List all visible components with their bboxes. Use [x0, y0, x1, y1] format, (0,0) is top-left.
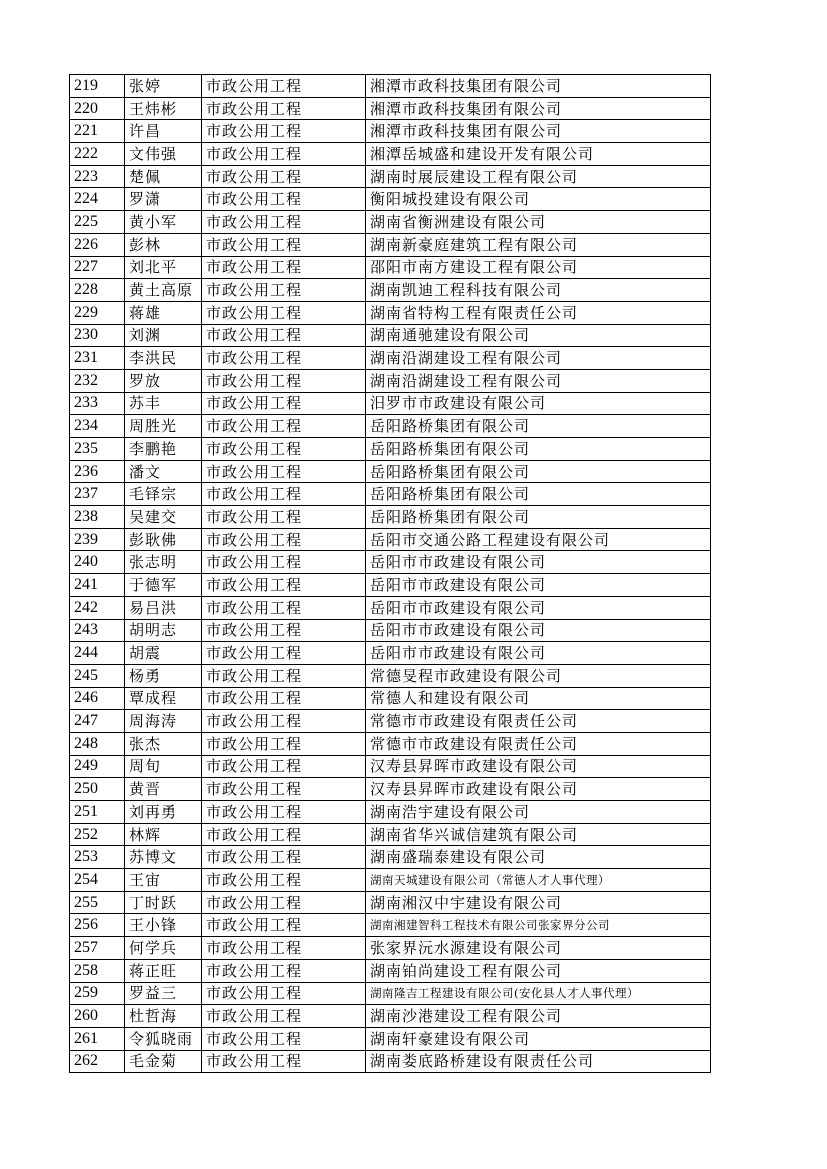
- row-number: 230: [70, 324, 125, 347]
- table-row: [70, 528, 711, 551]
- person-name: 黄小军: [125, 211, 202, 234]
- company-name: 湖南省衡洲建设有限公司: [366, 211, 711, 234]
- company-name: 汨罗市市政建设有限公司: [366, 392, 711, 415]
- table-row: [70, 301, 711, 324]
- row-number: 252: [70, 823, 125, 846]
- person-name: 毛铎宗: [125, 483, 202, 506]
- table-row: [70, 914, 711, 937]
- table-row: [70, 165, 711, 188]
- company-name: 湖南沿湖建设工程有限公司: [366, 347, 711, 370]
- person-name: 蒋正旺: [125, 959, 202, 982]
- row-number: 238: [70, 506, 125, 529]
- row-number: 254: [70, 869, 125, 892]
- company-name: 湖南湘建智科工程技术有限公司张家界分公司: [366, 914, 711, 937]
- company-name: 湘潭市政科技集团有限公司: [366, 97, 711, 120]
- table-row: [70, 75, 711, 98]
- specialty: 市政公用工程: [202, 823, 366, 846]
- specialty: 市政公用工程: [202, 279, 366, 302]
- specialty: 市政公用工程: [202, 415, 366, 438]
- specialty: 市政公用工程: [202, 324, 366, 347]
- personnel-table-body: [70, 75, 711, 1073]
- specialty: 市政公用工程: [202, 937, 366, 960]
- person-name: 王小锋: [125, 914, 202, 937]
- person-name: 易吕洪: [125, 596, 202, 619]
- row-number: 226: [70, 233, 125, 256]
- specialty: 市政公用工程: [202, 982, 366, 1005]
- company-name: 湖南省华兴诚信建筑有限公司: [366, 823, 711, 846]
- table-row: [70, 279, 711, 302]
- specialty: 市政公用工程: [202, 551, 366, 574]
- row-number: 251: [70, 801, 125, 824]
- table-row: [70, 211, 711, 234]
- person-name: 李洪民: [125, 347, 202, 370]
- company-name: 湖南沙港建设工程有限公司: [366, 1005, 711, 1028]
- company-name: 常德市市政建设有限责任公司: [366, 732, 711, 755]
- row-number: 242: [70, 596, 125, 619]
- company-name: 岳阳市交通公路工程建设有限公司: [366, 528, 711, 551]
- company-name: 湖南沿湖建设工程有限公司: [366, 369, 711, 392]
- table-row: [70, 664, 711, 687]
- person-name: 潘文: [125, 460, 202, 483]
- company-name: 湖南隆吉工程建设有限公司(安化县人才人事代理）: [366, 982, 711, 1005]
- specialty: 市政公用工程: [202, 778, 366, 801]
- specialty: 市政公用工程: [202, 1027, 366, 1050]
- company-name: 岳阳路桥集团有限公司: [366, 506, 711, 529]
- specialty: 市政公用工程: [202, 301, 366, 324]
- row-number: 261: [70, 1027, 125, 1050]
- table-row: [70, 869, 711, 892]
- table-row: [70, 438, 711, 461]
- table-row: [70, 256, 711, 279]
- person-name: 覃成程: [125, 687, 202, 710]
- company-name: 岳阳市市政建设有限公司: [366, 619, 711, 642]
- table-row: [70, 1005, 711, 1028]
- row-number: 262: [70, 1050, 125, 1073]
- specialty: 市政公用工程: [202, 1005, 366, 1028]
- table-row: [70, 483, 711, 506]
- specialty: 市政公用工程: [202, 528, 366, 551]
- person-name: 王宙: [125, 869, 202, 892]
- row-number: 235: [70, 438, 125, 461]
- specialty: 市政公用工程: [202, 438, 366, 461]
- row-number: 256: [70, 914, 125, 937]
- company-name: 常德市市政建设有限责任公司: [366, 710, 711, 733]
- row-number: 224: [70, 188, 125, 211]
- person-name: 刘再勇: [125, 801, 202, 824]
- table-row: [70, 415, 711, 438]
- table-row: [70, 143, 711, 166]
- specialty: 市政公用工程: [202, 869, 366, 892]
- specialty: 市政公用工程: [202, 574, 366, 597]
- specialty: 市政公用工程: [202, 392, 366, 415]
- specialty: 市政公用工程: [202, 188, 366, 211]
- person-name: 刘北平: [125, 256, 202, 279]
- person-name: 彭耿佛: [125, 528, 202, 551]
- specialty: 市政公用工程: [202, 143, 366, 166]
- person-name: 周旬: [125, 755, 202, 778]
- person-name: 文伟强: [125, 143, 202, 166]
- person-name: 黄晋: [125, 778, 202, 801]
- specialty: 市政公用工程: [202, 483, 366, 506]
- specialty: 市政公用工程: [202, 914, 366, 937]
- specialty: 市政公用工程: [202, 460, 366, 483]
- row-number: 237: [70, 483, 125, 506]
- table-row: [70, 755, 711, 778]
- row-number: 259: [70, 982, 125, 1005]
- specialty: 市政公用工程: [202, 710, 366, 733]
- row-number: 236: [70, 460, 125, 483]
- company-name: 湖南娄底路桥建设有限责任公司: [366, 1050, 711, 1073]
- company-name: 湖南盛瑞泰建设有限公司: [366, 846, 711, 869]
- company-name: 湘潭市政科技集团有限公司: [366, 120, 711, 143]
- person-name: 黄土高原: [125, 279, 202, 302]
- table-row: [70, 392, 711, 415]
- person-name: 林辉: [125, 823, 202, 846]
- specialty: 市政公用工程: [202, 642, 366, 665]
- personnel-table: [69, 74, 711, 1073]
- table-row: [70, 642, 711, 665]
- table-row: [70, 324, 711, 347]
- row-number: 231: [70, 347, 125, 370]
- specialty: 市政公用工程: [202, 664, 366, 687]
- company-name: 岳阳路桥集团有限公司: [366, 438, 711, 461]
- company-name: 张家界沅水源建设有限公司: [366, 937, 711, 960]
- row-number: 247: [70, 710, 125, 733]
- table-row: [70, 801, 711, 824]
- table-row: [70, 506, 711, 529]
- company-name: 湖南通驰建设有限公司: [366, 324, 711, 347]
- table-row: [70, 891, 711, 914]
- row-number: 257: [70, 937, 125, 960]
- table-row: [70, 710, 711, 733]
- company-name: 邵阳市南方建设工程有限公司: [366, 256, 711, 279]
- person-name: 刘渊: [125, 324, 202, 347]
- person-name: 苏博文: [125, 846, 202, 869]
- row-number: 240: [70, 551, 125, 574]
- person-name: 许昌: [125, 120, 202, 143]
- row-number: 239: [70, 528, 125, 551]
- specialty: 市政公用工程: [202, 369, 366, 392]
- person-name: 胡震: [125, 642, 202, 665]
- specialty: 市政公用工程: [202, 165, 366, 188]
- person-name: 周海涛: [125, 710, 202, 733]
- company-name: 汉寿县昇晖市政建设有限公司: [366, 778, 711, 801]
- company-name: 岳阳路桥集团有限公司: [366, 460, 711, 483]
- table-row: [70, 1027, 711, 1050]
- row-number: 260: [70, 1005, 125, 1028]
- company-name: 湖南天城建设有限公司（常德人才人事代理）: [366, 869, 711, 892]
- company-name: 湘潭岳城盛和建设开发有限公司: [366, 143, 711, 166]
- person-name: 苏丰: [125, 392, 202, 415]
- table-row: [70, 347, 711, 370]
- company-name: 湖南湘汉中宇建设有限公司: [366, 891, 711, 914]
- table-row: [70, 846, 711, 869]
- row-number: 225: [70, 211, 125, 234]
- specialty: 市政公用工程: [202, 846, 366, 869]
- company-name: 岳阳路桥集团有限公司: [366, 483, 711, 506]
- row-number: 258: [70, 959, 125, 982]
- table-row: [70, 732, 711, 755]
- row-number: 255: [70, 891, 125, 914]
- row-number: 227: [70, 256, 125, 279]
- row-number: 232: [70, 369, 125, 392]
- specialty: 市政公用工程: [202, 596, 366, 619]
- specialty: 市政公用工程: [202, 732, 366, 755]
- person-name: 张志明: [125, 551, 202, 574]
- person-name: 罗益三: [125, 982, 202, 1005]
- specialty: 市政公用工程: [202, 619, 366, 642]
- row-number: 250: [70, 778, 125, 801]
- person-name: 杨勇: [125, 664, 202, 687]
- specialty: 市政公用工程: [202, 211, 366, 234]
- row-number: 249: [70, 755, 125, 778]
- company-name: 湘潭市政科技集团有限公司: [366, 75, 711, 98]
- row-number: 244: [70, 642, 125, 665]
- row-number: 223: [70, 165, 125, 188]
- table-row: [70, 959, 711, 982]
- company-name: 湖南新豪庭建筑工程有限公司: [366, 233, 711, 256]
- specialty: 市政公用工程: [202, 120, 366, 143]
- person-name: 于德军: [125, 574, 202, 597]
- company-name: 湖南省特构工程有限责任公司: [366, 301, 711, 324]
- row-number: 222: [70, 143, 125, 166]
- table-row: [70, 188, 711, 211]
- person-name: 令狐晓雨: [125, 1027, 202, 1050]
- company-name: 湖南铂尚建设工程有限公司: [366, 959, 711, 982]
- specialty: 市政公用工程: [202, 1050, 366, 1073]
- person-name: 罗放: [125, 369, 202, 392]
- person-name: 楚佩: [125, 165, 202, 188]
- company-name: 湖南轩豪建设有限公司: [366, 1027, 711, 1050]
- person-name: 何学兵: [125, 937, 202, 960]
- table-row: [70, 97, 711, 120]
- row-number: 241: [70, 574, 125, 597]
- row-number: 248: [70, 732, 125, 755]
- table-row: [70, 120, 711, 143]
- company-name: 岳阳市市政建设有限公司: [366, 642, 711, 665]
- company-name: 汉寿县昇晖市政建设有限公司: [366, 755, 711, 778]
- company-name: 常德旻程市政建设有限公司: [366, 664, 711, 687]
- table-row: [70, 937, 711, 960]
- specialty: 市政公用工程: [202, 256, 366, 279]
- specialty: 市政公用工程: [202, 506, 366, 529]
- person-name: 杜哲海: [125, 1005, 202, 1028]
- specialty: 市政公用工程: [202, 687, 366, 710]
- person-name: 彭林: [125, 233, 202, 256]
- row-number: 219: [70, 75, 125, 98]
- row-number: 228: [70, 279, 125, 302]
- specialty: 市政公用工程: [202, 891, 366, 914]
- specialty: 市政公用工程: [202, 755, 366, 778]
- table-row: [70, 823, 711, 846]
- person-name: 毛金菊: [125, 1050, 202, 1073]
- table-row: [70, 574, 711, 597]
- company-name: 岳阳市市政建设有限公司: [366, 551, 711, 574]
- table-row: [70, 233, 711, 256]
- company-name: 岳阳市市政建设有限公司: [366, 596, 711, 619]
- row-number: 233: [70, 392, 125, 415]
- company-name: 岳阳路桥集团有限公司: [366, 415, 711, 438]
- table-row: [70, 1050, 711, 1073]
- table-row: [70, 778, 711, 801]
- table-row: [70, 369, 711, 392]
- specialty: 市政公用工程: [202, 347, 366, 370]
- table-row: [70, 460, 711, 483]
- row-number: 245: [70, 664, 125, 687]
- row-number: 221: [70, 120, 125, 143]
- person-name: 张婷: [125, 75, 202, 98]
- person-name: 吴建交: [125, 506, 202, 529]
- company-name: 湖南时展辰建设工程有限公司: [366, 165, 711, 188]
- table-row: [70, 982, 711, 1005]
- table-row: [70, 596, 711, 619]
- person-name: 丁时跃: [125, 891, 202, 914]
- table-row: [70, 687, 711, 710]
- company-name: 衡阳城投建设有限公司: [366, 188, 711, 211]
- row-number: 243: [70, 619, 125, 642]
- row-number: 234: [70, 415, 125, 438]
- person-name: 张杰: [125, 732, 202, 755]
- table-row: [70, 619, 711, 642]
- table-row: [70, 551, 711, 574]
- row-number: 220: [70, 97, 125, 120]
- person-name: 周胜光: [125, 415, 202, 438]
- specialty: 市政公用工程: [202, 97, 366, 120]
- row-number: 229: [70, 301, 125, 324]
- person-name: 蒋雄: [125, 301, 202, 324]
- company-name: 岳阳市市政建设有限公司: [366, 574, 711, 597]
- specialty: 市政公用工程: [202, 959, 366, 982]
- specialty: 市政公用工程: [202, 801, 366, 824]
- person-name: 王炜彬: [125, 97, 202, 120]
- person-name: 罗潇: [125, 188, 202, 211]
- company-name: 常德人和建设有限公司: [366, 687, 711, 710]
- company-name: 湖南浩宇建设有限公司: [366, 801, 711, 824]
- row-number: 246: [70, 687, 125, 710]
- specialty: 市政公用工程: [202, 233, 366, 256]
- person-name: 胡明志: [125, 619, 202, 642]
- row-number: 253: [70, 846, 125, 869]
- company-name: 湖南凯迪工程科技有限公司: [366, 279, 711, 302]
- specialty: 市政公用工程: [202, 75, 366, 98]
- person-name: 李鹏艳: [125, 438, 202, 461]
